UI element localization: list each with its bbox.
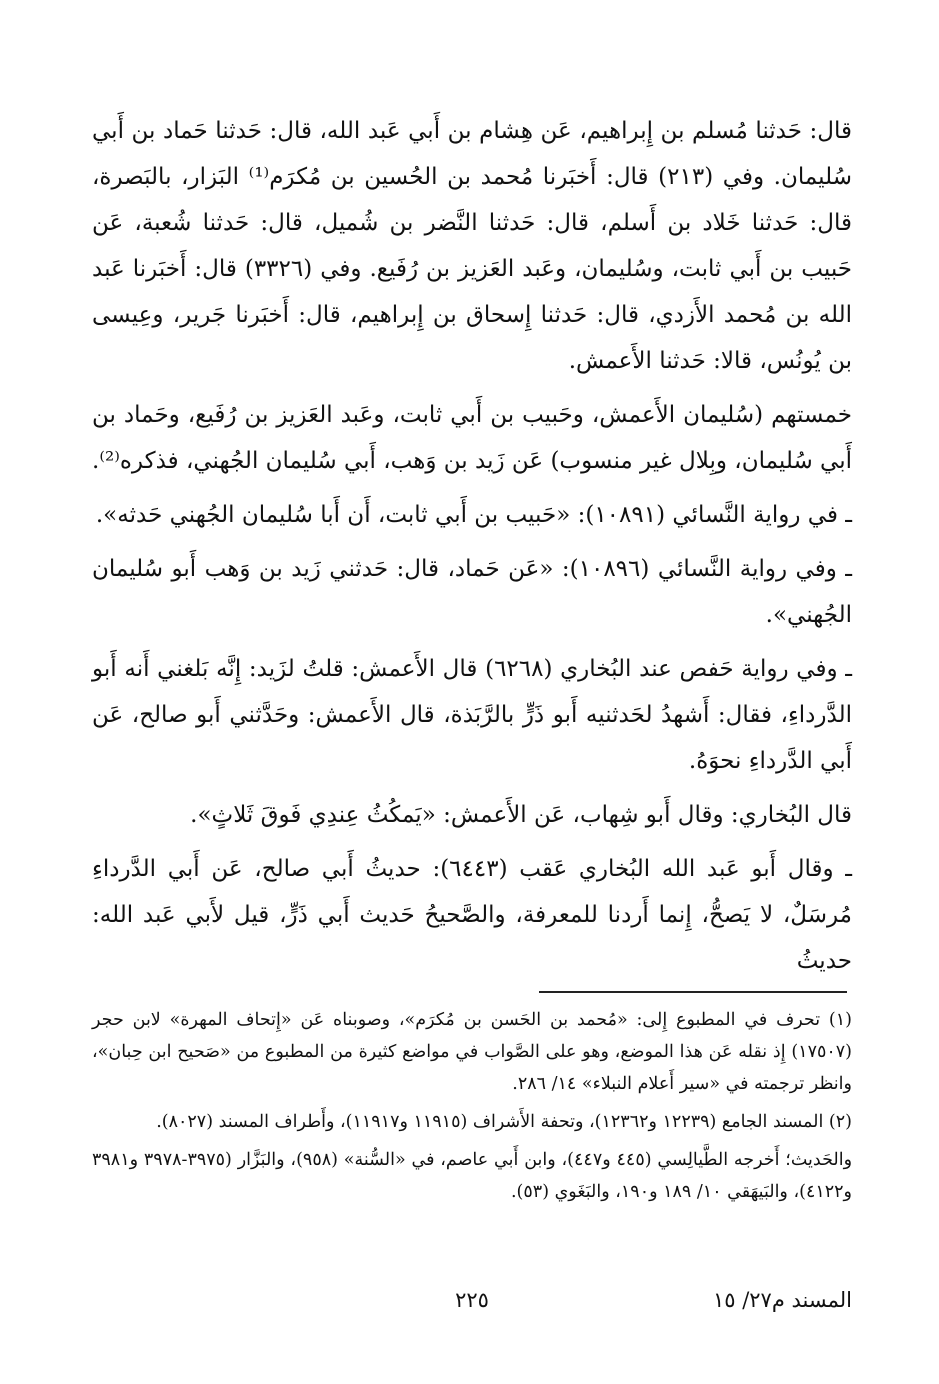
paragraph-nasai-10896: ـ وفي رواية النَّسائي (١٠٨٩٦): «عَن حَماد، قال: حَدثني زَيد بن وَهب أَبو سُليمان الجُهني». — [92, 556, 852, 628]
footnote-2: (٢) المسند الجامع (١٢٢٣٩ و١٢٣٦٢)، وتحفة الأَشراف (١١٩١٥ و١١٩١٧)، وأَطراف المسند (٨٠٢٧). — [156, 1112, 852, 1132]
footnotes — [92, 1004, 852, 1214]
page-number: ٢٢٥ — [455, 1288, 489, 1312]
footnote-2-continuation: والحَديث؛ أَخرجه الطَّيالِسي (٤٤٥ و٤٤٧)، وابن أَبي عاصم، في «السُّنة» (٩٥٨)، والبَزَّار (٣٩٧٥-٣٩٧٨ و٣٩٨١ و٤١٢٢)، والبَيهَقي ١٠/ ١٨٩ و١٩٠، والبَغَوي (٥٣). — [92, 1150, 853, 1202]
page-footer — [92, 1288, 852, 1328]
paragraph-nasai-10891: ـ في رواية النَّسائي (١٠٨٩١): «حَبيب بن أَبي ثابت، أَن أَبا سُليمان الجُهني حَدثه». — [95, 502, 852, 528]
paragraph-five-narrators: خمستهم (سُليمان الأَعمش، وحَبيب بن أَبي ثابت، وعَبد العَزيز بن رُفَيع، وحَماد بن أَبي سُليمان، وبِلال غير منسوب) عَن زَيد بن وَهب، أَبي سُليمان الجُهني، فذكره⁽²⁾. — [92, 402, 852, 474]
paragraph-bukhari-6443: ـ وقال أَبو عَبد الله البُخاري عَقب (٦٤٤٣): حديثُ أَبي صالح، عَن أَبي الدَّرداءِ مُرسَلٌ، لا يَصحُّ، إِنما أَردنا للمعرفة، والصَّحيحُ حَديث أَبي ذَرٍّ، قيل لأَبي عَبد الله: حديثُ — [92, 856, 852, 974]
footnote-separator — [539, 991, 847, 993]
signature-mark: المسند م٢٧/ ١٥ — [712, 1288, 852, 1312]
paragraph-bukhari-abu-shihab: قال البُخاري: وقال أَبو شِهاب، عَن الأَعمش: «يَمكُثُ عِندِي فَوقَ ثَلاثٍ». — [190, 802, 852, 828]
paragraph-isnad-chains: قال: حَدثنا مُسلم بن إِبراهيم، عَن هِشام بن أَبي عَبد الله، قال: حَدثنا حَماد بن أَبي سُليمان. وفي (٢١٣) قال: أَخبَرنا مُحمد بن الحُسين بن مُكرَم⁽¹⁾ البَزار، بالبَصرة، قال: حَدثنا خَلاد بن أَسلم، قال: حَدثنا النَّضر بن شُميل، قال: حَدثنا شُعبة، عَن حَبيب بن أَبي ثابت، وسُليمان، وعَبد العَزيز بن رُفَيع. وفي (٣٣٢٦) قال: أَخبَرنا عَبد الله بن مُحمد الأَزدي، قال: حَدثنا إِسحاق بن إِبراهيم، قال: أَخبَرنا جَرير، وعِيسى بن يُونُس، قالا: حَدثنا الأَعمش. — [92, 118, 853, 374]
paragraph-bukhari-6268: ـ وفي رواية حَفص عند البُخاري (٦٢٦٨) قال الأَعمش: قلتُ لزَيد: إِنَّه بَلغني أَنه أَبو الدَّرداءِ، فقال: أَشهدُ لحَدثنيه أَبو ذَرٍّ بالرَّبَذة، قال الأَعمش: وحَدَّثني أَبو صالح، عَن أَبي الدَّرداءِ نحوَهُ. — [92, 656, 853, 774]
footnote-1: (١) تحرف في المطبوع إِلى: «مُحمد بن الحَسن بن مُكرَم»، وصوبناه عَن «إِتحاف المهرة» لابن حجر (١٧٥٠٧) إِذ نقله عَن هذا الموضع، وهو على الصَّواب في مواضع كثيرة من المطبوع من «صَحيح ابن حِبان»، وانظر ترجمته في «سير أَعلام النبلاء» ١٤/ ٢٨٦. — [92, 1010, 852, 1094]
main-text — [92, 108, 852, 992]
